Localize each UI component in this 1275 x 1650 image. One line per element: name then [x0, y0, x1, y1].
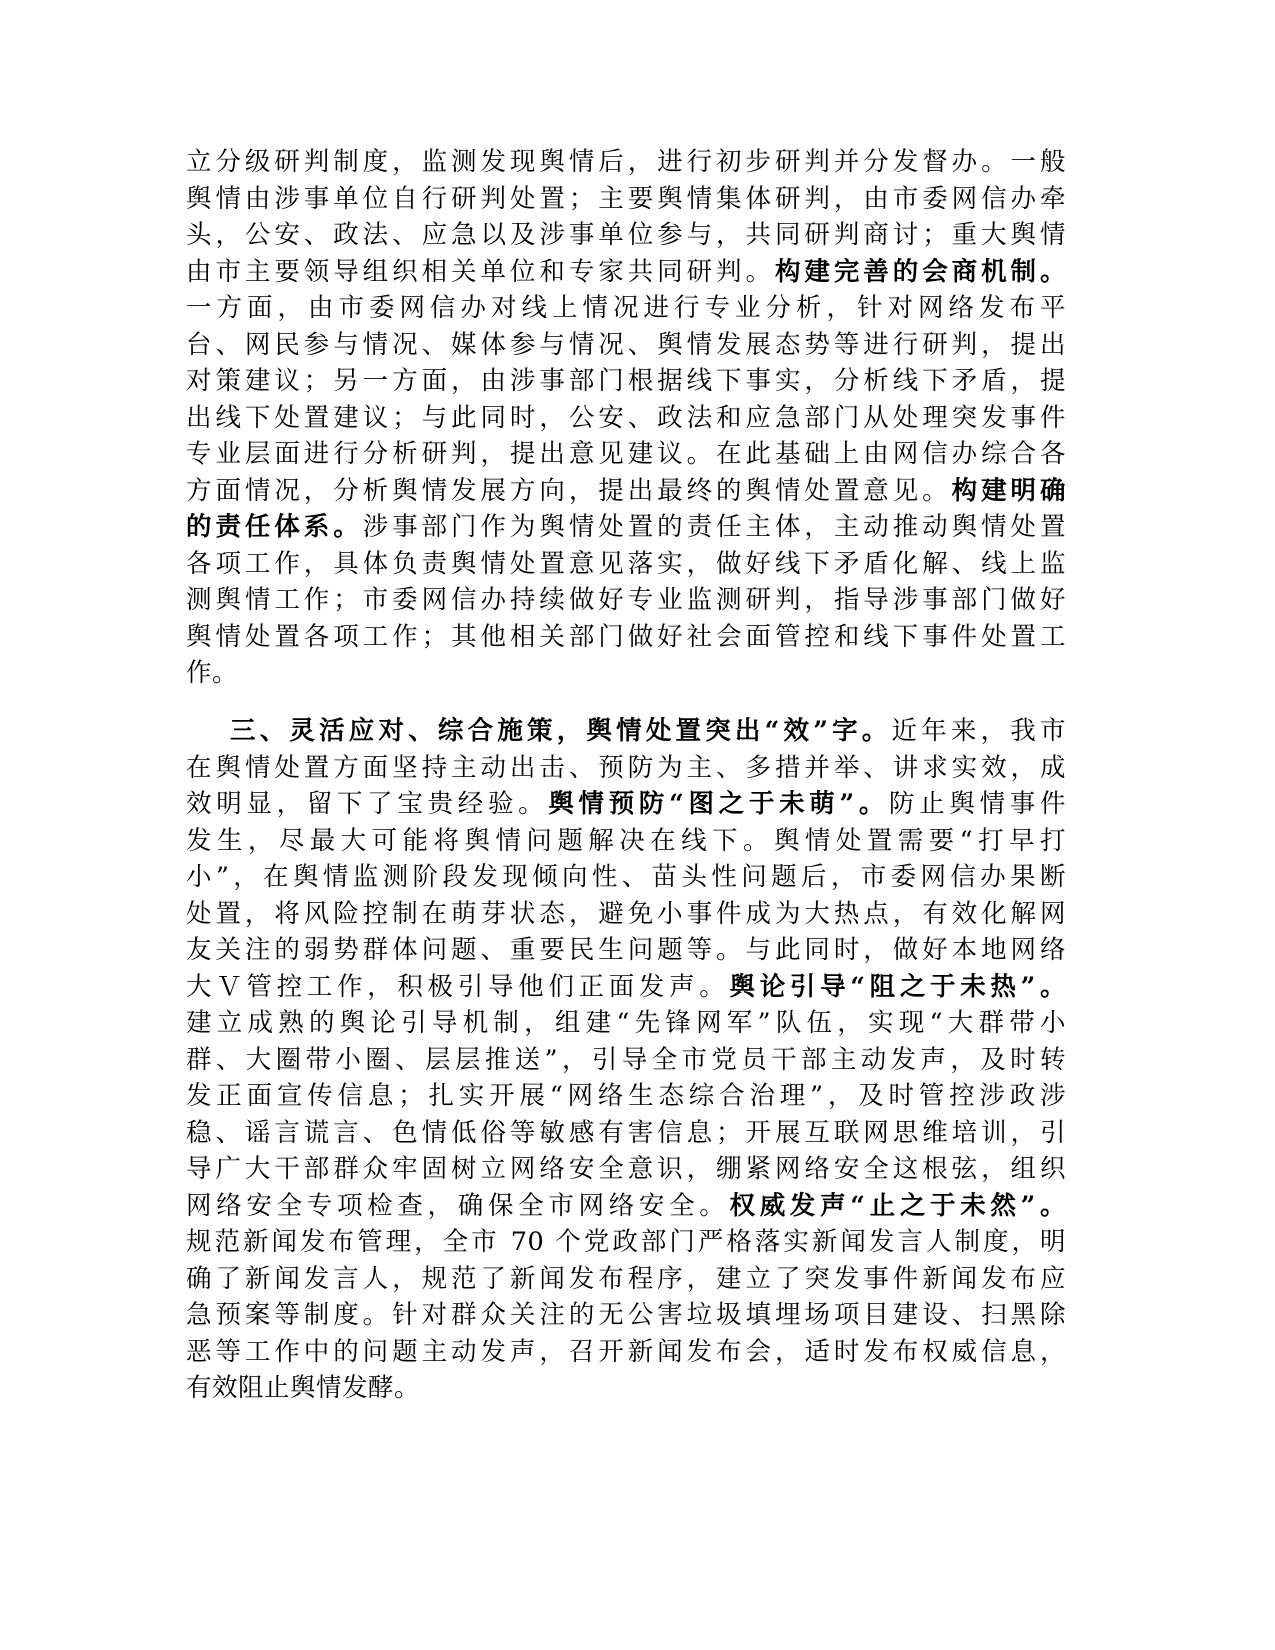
text-line [186, 1042, 1066, 1079]
body-text: 近年来，我市 [891, 716, 1066, 746]
body-text: 一方面，由市委网信办对线上情况进行专业分析，针对网络发布平 [186, 293, 1066, 323]
bold-heading-text: 三、灵活应对、综合施策，舆情处置突出“效”字。 [230, 716, 892, 746]
body-text: 规范新闻发布管理，全市 70 个党政部门严格落实新闻发言人制度，明 [186, 1227, 1066, 1257]
body-text: 头，公安、政法、应急以及涉事单位参与，共同研判商讨；重大舆情 [186, 220, 1066, 250]
body-text: 建立成熟的舆论引导机制，组建“先锋网军”队伍，实现“大群带小 [186, 1008, 1066, 1038]
text-line [186, 619, 1066, 656]
text-line [186, 144, 1066, 181]
body-text: 由市主要领导组织相关单位和专家共同研判。 [186, 256, 775, 287]
text-line [186, 436, 1066, 473]
text-line [186, 1005, 1066, 1042]
body-text: 恶等工作中的问题主动发声，召开新闻发布会，适时发布权威信息， [186, 1336, 1066, 1367]
text-line [186, 217, 1066, 254]
body-text: 专业层面进行分析研判，提出意见建议。在此基础上由网信办综合各 [186, 439, 1066, 469]
body-text: 台、网民参与情况、媒体参与情况、舆情发展态势等进行研判，提出 [186, 329, 1066, 360]
bold-heading-text: 舆情预防“图之于未萌”。 [548, 789, 890, 819]
text-line [186, 1297, 1066, 1334]
body-text: 各项工作，具体负责舆情处置意见落实，做好线下矛盾化解、线上监 [186, 548, 1066, 579]
text-line [186, 969, 1066, 1006]
bold-heading-text: 的责任体系。 [186, 512, 363, 542]
body-text: 群、大圈带小圈、层层推送”，引导全市党员干部主动发声，及时转 [186, 1044, 1066, 1075]
body-text: 确了新闻发言人，规范了新闻发布程序，建立了突发事件新闻发布应 [186, 1263, 1066, 1294]
bold-heading-text: 构建完善的会商机制。 [774, 256, 1066, 287]
bold-heading-text: 舆论引导“阻之于未热”。 [729, 971, 1066, 1002]
text-line [186, 473, 1066, 510]
body-text: 出线下处置建议；与此同时，公安、政法和应急部门从处理突发事件 [186, 402, 1066, 433]
text-line [186, 1370, 1066, 1407]
body-text: 舆情由涉事单位自行研判处置；主要舆情集体研判，由市委网信办牵 [186, 183, 1066, 214]
text-line [186, 859, 1066, 896]
bold-heading-text: 构建明确 [951, 475, 1066, 506]
text-line [186, 1115, 1066, 1152]
text-line [186, 546, 1066, 583]
body-text: 在舆情处置方面坚持主动出击、预防为主、多措并举、讲求实效，成 [186, 752, 1066, 783]
text-line [186, 181, 1066, 218]
text-line [186, 896, 1066, 933]
body-text: 立分级研判制度，监测发现舆情后，进行初步研判并分发督办。一般 [186, 147, 1066, 177]
text-line [186, 823, 1066, 860]
text-line [186, 932, 1066, 969]
text-line [186, 509, 1066, 546]
body-text: 测舆情工作；市委网信办持续做好专业监测研判，指导涉事部门做好 [186, 585, 1066, 615]
body-text: 网络安全专项检查，确保全市网络安全。 [186, 1190, 730, 1221]
bold-heading-text: 权威发声“止之于未然”。 [729, 1190, 1066, 1221]
body-text: 处置，将风险控制在萌芽状态，避免小事件成为大热点，有效化解网 [186, 898, 1066, 929]
body-text: 友关注的弱势群体问题、重要民生问题等。与此同时，做好本地网络 [186, 935, 1066, 965]
text-line [186, 290, 1066, 327]
body-text: 对策建议；另一方面，由涉事部门根据线下事实，分析线下矛盾，提 [186, 366, 1066, 396]
text-line [186, 1188, 1066, 1225]
text-line [186, 750, 1066, 787]
text-line [186, 254, 1066, 291]
body-text: 发生，尽最大可能将舆情问题解决在线下。舆情处置需要“打早打 [186, 825, 1066, 856]
text-line [186, 327, 1066, 364]
text-line [186, 1078, 1066, 1115]
text-line [186, 363, 1066, 400]
body-text: 涉事部门作为舆情处置的责任主体，主动推动舆情处置 [362, 512, 1066, 542]
text-line [186, 786, 1066, 823]
body-text: 防止舆情事件 [889, 789, 1066, 819]
body-text: 作。 [186, 658, 239, 688]
text-line [186, 655, 1066, 692]
text-line [186, 713, 1066, 750]
text-line [186, 1261, 1066, 1298]
body-text: 导广大干部群众牢固树立网络安全意识，绷紧网络安全这根弦，组织 [186, 1154, 1066, 1184]
body-text: 效明显，留下了宝贵经验。 [186, 789, 549, 819]
body-text: 有效阻止舆情发酵。 [186, 1373, 421, 1403]
text-line [186, 1334, 1066, 1371]
body-text: 舆情处置各项工作；其他相关部门做好社会面管控和线下事件处置工 [186, 621, 1066, 652]
paragraph-2 [186, 713, 1066, 1407]
paragraph-1 [186, 144, 1066, 692]
body-text: 方面情况，分析舆情发展方向，提出最终的舆情处置意见。 [186, 475, 952, 506]
text-line [186, 400, 1066, 437]
text-line [186, 1224, 1066, 1261]
body-text: 发正面宣传信息；扎实开展“网络生态综合治理”，及时管控涉政涉 [186, 1081, 1066, 1111]
text-line [186, 582, 1066, 619]
body-text: 大Ｖ管控工作，积极引导他们正面发声。 [186, 971, 730, 1002]
body-text: 稳、谣言谎言、色情低俗等敏感有害信息；开展互联网思维培训，引 [186, 1117, 1066, 1148]
text-line [186, 1151, 1066, 1188]
body-text: 急预案等制度。针对群众关注的无公害垃圾填埋场项目建设、扫黑除 [186, 1300, 1066, 1330]
body-text: 小”，在舆情监测阶段发现倾向性、苗头性问题后，市委网信办果断 [186, 862, 1066, 892]
